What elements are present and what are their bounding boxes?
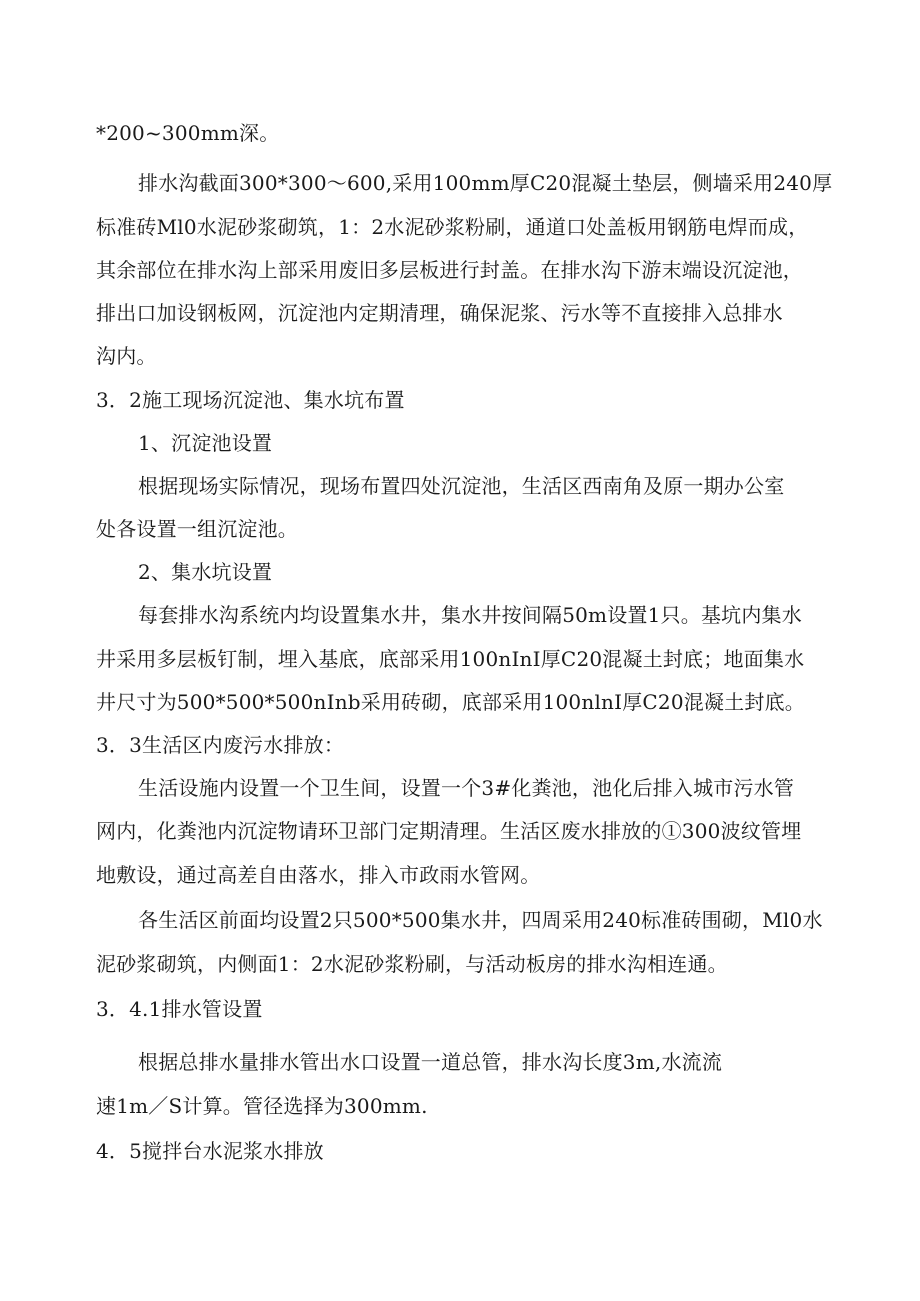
subsection-heading: 1、沉淀池设置 bbox=[138, 431, 273, 455]
text-line: 其余部位在排水沟上部采用废旧多层板进行封盖。在排水沟下游末端设沉淀池， bbox=[96, 258, 803, 282]
text-line: 井采用多层板钉制，埋入基底，底部采用100nInI厚C20混凝土封底；地面集水 bbox=[96, 647, 805, 671]
text-line: 井尺寸为500*500*500nInb采用砖砌，底部采用100nlnI厚C20混凝土封底。 bbox=[96, 690, 805, 714]
section-heading: 4．5搅拌台水泥浆水排放 bbox=[96, 1139, 324, 1163]
subsection-heading: 2、集水坑设置 bbox=[138, 560, 273, 584]
text-line: 根据总排水量排水管出水口设置一道总管，排水沟长度3m,水流流 bbox=[138, 1050, 723, 1074]
text-line: *200~300mm深。 bbox=[96, 121, 280, 145]
text-line: 每套排水沟系统内均设置集水井，集水井按间隔50m设置1只。基坑内集水 bbox=[138, 603, 802, 627]
section-heading: 3．4.1排水管设置 bbox=[96, 997, 263, 1021]
text-line: 泥砂浆砌筑，内侧面1：2水泥砂浆粉刷，与活动板房的排水沟相连通。 bbox=[96, 952, 728, 976]
text-line: 网内，化粪池内沉淀物请环卫部门定期清理。生活区废水排放的①300波纹管埋 bbox=[96, 819, 802, 843]
text-line: 标准砖Ml0水泥砂浆砌筑，1：2水泥砂浆粉刷，通道口处盖板用钢筋电焊而成， bbox=[96, 215, 809, 239]
section-heading: 3．2施工现场沉淀池、集水坑布置 bbox=[96, 388, 405, 412]
text-line: 沟内。 bbox=[96, 344, 157, 368]
text-line: 处各设置一组沉淀池。 bbox=[96, 517, 298, 541]
text-line: 根据现场实际情况，现场布置四处沉淀池，生活区西南角及原一期办公室 bbox=[138, 474, 785, 498]
text-line: 排水沟截面300*300～600,采用100mm厚C20混凝土垫层，侧墙采用240厚 bbox=[138, 171, 833, 195]
text-line: 排出口加设钢板网，沉淀池内定期清理，确保泥浆、污水等不直接排入总排水 bbox=[96, 301, 783, 325]
text-line: 各生活区前面均设置2只500*500集水井，四周采用240标准砖围砌，Ml0水 bbox=[138, 908, 823, 932]
text-line: 地敷设，通过高差自由落水，排入市政雨水管网。 bbox=[96, 863, 541, 887]
section-heading: 3．3生活区内废污水排放： bbox=[96, 733, 345, 757]
text-line: 生活设施内设置一个卫生间，设置一个3#化粪池，池化后排入城市污水管 bbox=[138, 776, 795, 800]
text-line: 速1m／S计算。管径选择为300mm. bbox=[96, 1094, 428, 1118]
